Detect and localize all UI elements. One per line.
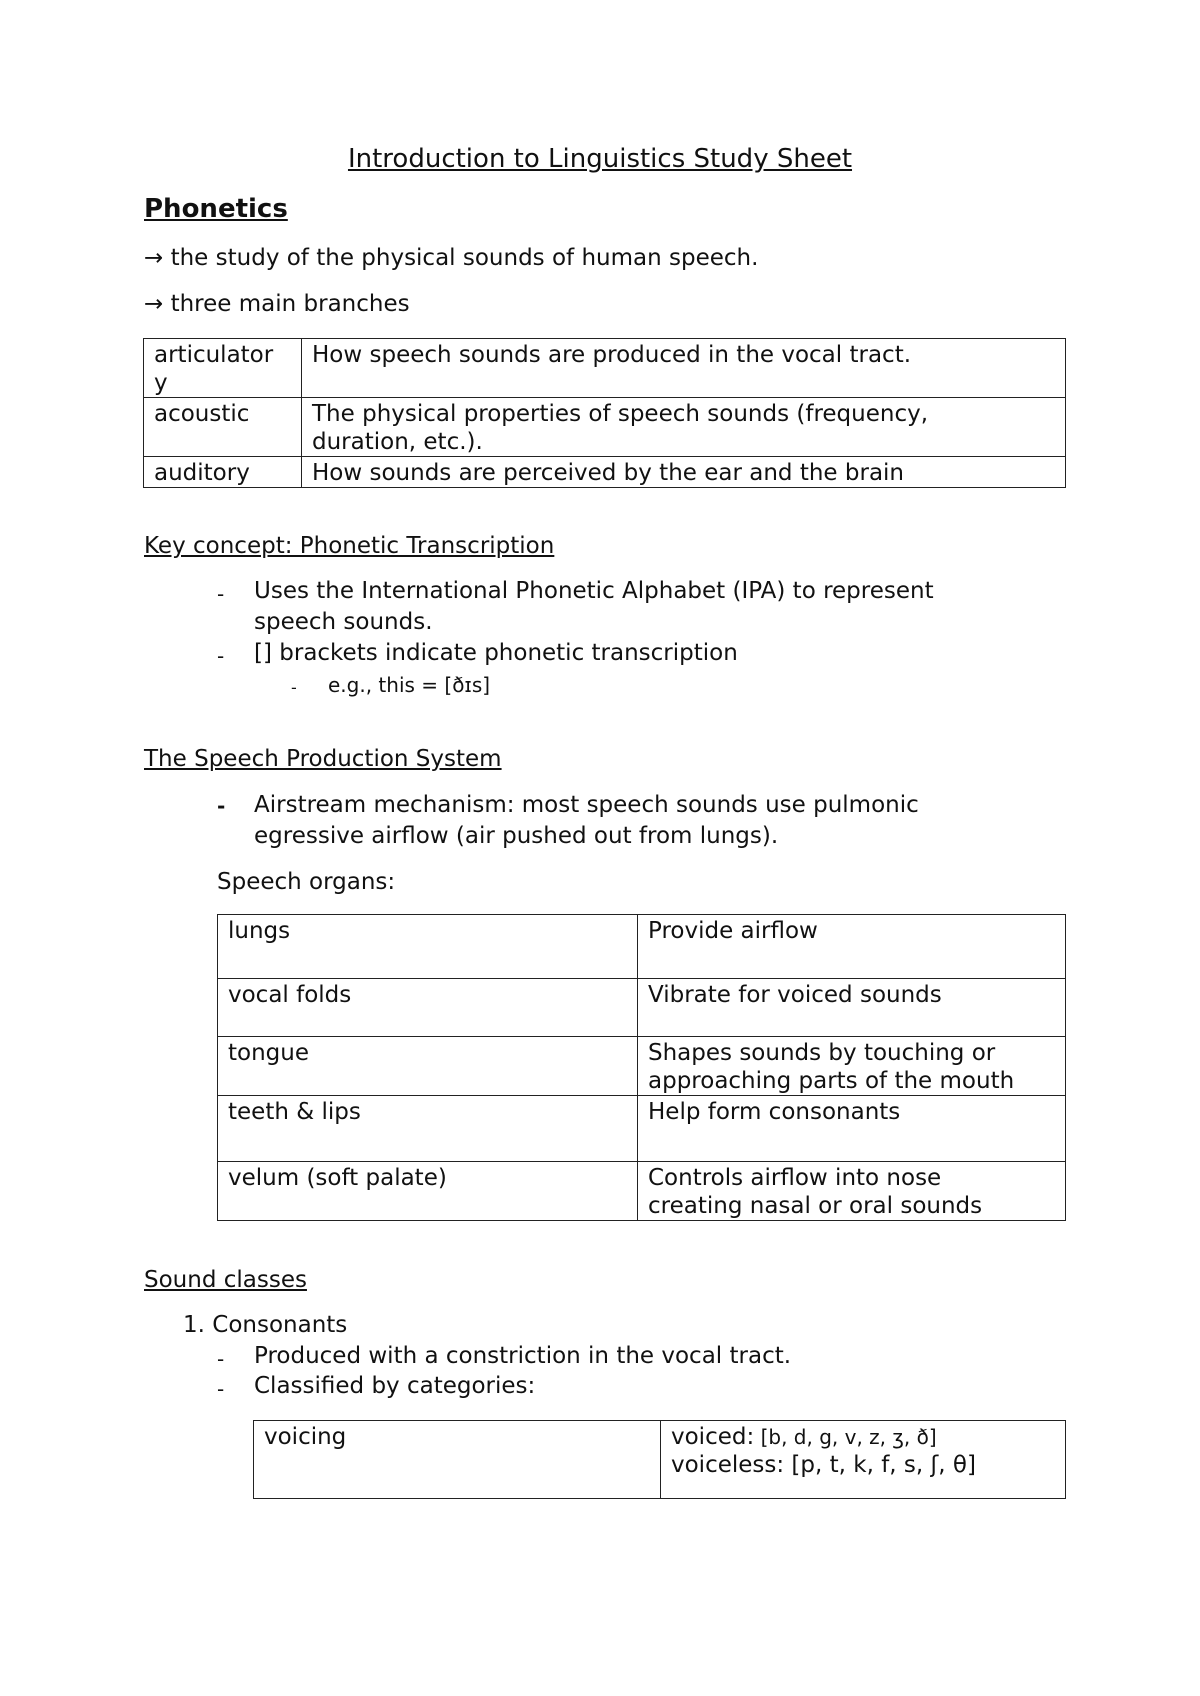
bullet-text: [] brackets indicate phonetic transcription bbox=[254, 640, 738, 666]
branch-description: How speech sounds are produced in the vocal tract. bbox=[302, 339, 1066, 398]
branch-description: The physical properties of speech sounds (frequency, duration, etc.). bbox=[302, 398, 1066, 457]
transcription-heading: Key concept: Phonetic Transcription bbox=[144, 533, 555, 559]
category-values: voiced: [b, d, g, v, z, ʒ, ð] voiceless: [p, t, k, f, s, ʃ, θ] bbox=[661, 1421, 1066, 1499]
table-row bbox=[218, 1162, 1066, 1221]
phonetics-branches-intro: → three main branches bbox=[144, 291, 410, 317]
organ-function: Vibrate for voiced sounds bbox=[638, 979, 1066, 1037]
table-row bbox=[218, 979, 1066, 1037]
speech-production-heading: The Speech Production System bbox=[144, 746, 502, 772]
consonant-categories-table bbox=[253, 1420, 1066, 1499]
branch-description: How sounds are perceived by the ear and the brain bbox=[302, 457, 1066, 488]
organ-function: Controls airflow into nose creating nasal or oral sounds bbox=[638, 1162, 1066, 1221]
organ-function: Shapes sounds by touching or approaching parts of the mouth bbox=[638, 1037, 1066, 1096]
bullet-text: Uses the International Phonetic Alphabet (IPA) to represent speech sounds. bbox=[254, 578, 934, 635]
bullet-dash: - bbox=[217, 794, 226, 818]
phonetics-heading: Phonetics bbox=[144, 194, 288, 224]
speech-organs-label: Speech organs: bbox=[217, 869, 396, 895]
organ-name: vocal folds bbox=[218, 979, 638, 1037]
list-item-consonants: 1. Consonants bbox=[183, 1312, 348, 1338]
phonetics-definition: → the study of the physical sounds of human speech. bbox=[144, 245, 759, 271]
bullet-text: Produced with a constriction in the vocal tract. bbox=[254, 1343, 792, 1369]
category-name: voicing bbox=[254, 1421, 661, 1499]
organ-name: tongue bbox=[218, 1037, 638, 1096]
table-row bbox=[144, 398, 1066, 457]
organ-name: velum (soft palate) bbox=[218, 1162, 638, 1221]
bullet-text: Classified by categories: bbox=[254, 1373, 536, 1399]
sub-bullet-dash: - bbox=[291, 678, 297, 697]
organ-name: teeth & lips bbox=[218, 1096, 638, 1162]
organ-function: Help form consonants bbox=[638, 1096, 1066, 1162]
sub-bullet-text: e.g., this = [ðɪs] bbox=[328, 673, 491, 697]
bullet-dash: - bbox=[217, 582, 225, 606]
branch-term: articulator y bbox=[144, 339, 302, 398]
table-row bbox=[218, 915, 1066, 979]
sound-classes-heading: Sound classes bbox=[144, 1267, 307, 1293]
table-row bbox=[218, 1037, 1066, 1096]
table-row bbox=[218, 1096, 1066, 1162]
bullet-dash: - bbox=[217, 644, 225, 668]
organ-function: Provide airflow bbox=[638, 915, 1066, 979]
branch-term: acoustic bbox=[144, 398, 302, 457]
table-row bbox=[144, 457, 1066, 488]
page-title: Introduction to Linguistics Study Sheet bbox=[347, 144, 853, 174]
table-row bbox=[254, 1421, 1066, 1499]
speech-organs-table bbox=[217, 914, 1066, 1221]
bullet-dash: - bbox=[217, 1377, 225, 1401]
table-row bbox=[144, 339, 1066, 398]
branch-term: auditory bbox=[144, 457, 302, 488]
branches-table bbox=[143, 338, 1066, 488]
organ-name: lungs bbox=[218, 915, 638, 979]
bullet-text: Airstream mechanism: most speech sounds use pulmonic egressive airflow (air pushed out from lungs). bbox=[254, 792, 919, 849]
bullet-dash: - bbox=[217, 1347, 225, 1371]
